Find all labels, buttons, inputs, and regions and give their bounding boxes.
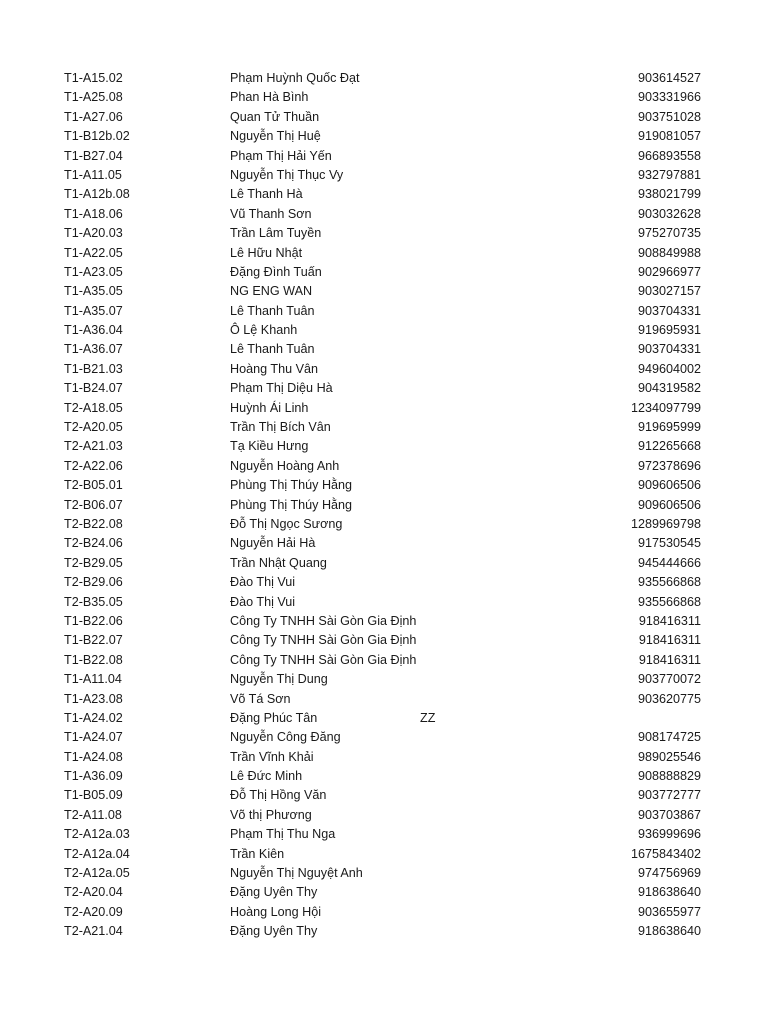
phone-number: 903032628: [637, 206, 701, 221]
resident-name: Phạm Thị Thu Nga: [230, 827, 336, 842]
list-row: [0, 593, 768, 612]
unit-code: T2-B06.07: [64, 497, 123, 512]
unit-code: T1-B22.06: [64, 613, 123, 628]
resident-name: Nguyễn Hoàng Anh: [230, 458, 340, 473]
phone-number: 918416311: [638, 613, 701, 628]
list-row: [0, 651, 768, 670]
unit-code: T2-A12a.04: [64, 846, 130, 861]
unit-code: T1-B12b.02: [64, 129, 130, 144]
resident-name: Nguyễn Thị Thục Vy: [230, 167, 344, 182]
list-row: [0, 185, 768, 204]
list-row: [0, 845, 768, 864]
resident-name: Đào Thị Vui: [230, 594, 296, 609]
unit-code: T1-B27.04: [64, 148, 123, 163]
resident-name: Huỳnh Ái Linh: [230, 400, 309, 415]
phone-number: 918416311: [638, 633, 701, 648]
unit-code: T2-B29.06: [64, 575, 123, 590]
phone-number: 975270735: [637, 226, 701, 241]
phone-number: 903703867: [637, 807, 701, 822]
phone-number: 945444666: [637, 555, 701, 570]
phone-number: 1675843402: [630, 846, 701, 861]
phone-number: 909606506: [637, 478, 701, 493]
phone-number: 903770072: [637, 672, 701, 687]
unit-code: T2-B35.05: [64, 594, 123, 609]
unit-code: T2-A20.04: [64, 885, 123, 900]
residents-list: [0, 69, 768, 942]
list-row: [0, 69, 768, 88]
resident-name: NG ENG WAN: [230, 284, 313, 299]
phone-number: 974756969: [637, 866, 701, 881]
list-row: [0, 166, 768, 185]
resident-name: Trần Lâm Tuyền: [230, 226, 322, 241]
resident-name: Đặng Đình Tuấn: [230, 264, 322, 279]
unit-code: T2-A22.06: [64, 458, 123, 473]
list-row: [0, 379, 768, 398]
list-row: [0, 205, 768, 224]
resident-name: Lê Thanh Hà: [230, 187, 303, 202]
phone-number: 936999696: [637, 827, 701, 842]
phone-number: 909606506: [637, 497, 701, 512]
resident-name: Đặng Uyên Thy: [230, 885, 318, 900]
unit-code: T1-B24.07: [64, 381, 123, 396]
resident-name: Nguyễn Thị Nguyệt Anh: [230, 866, 363, 881]
list-row: [0, 573, 768, 592]
phone-number: 1289969798: [630, 516, 701, 531]
phone-number: 938021799: [637, 187, 701, 202]
list-row: [0, 127, 768, 146]
unit-code: T1-B22.08: [64, 652, 123, 667]
resident-name: Tạ Kiều Hưng: [230, 439, 309, 454]
unit-code: T1-A23.08: [64, 691, 123, 706]
phone-number: 908174725: [637, 730, 701, 745]
phone-number: 918638640: [637, 885, 701, 900]
phone-number: 932797881: [637, 167, 701, 182]
phone-number: 919695999: [637, 420, 701, 435]
list-row: [0, 282, 768, 301]
phone-number: 903704331: [637, 342, 701, 357]
list-row: [0, 631, 768, 650]
list-row: [0, 244, 768, 263]
unit-code: T2-A18.05: [64, 400, 123, 415]
resident-name: Phùng Thị Thúy Hằng: [230, 478, 353, 493]
unit-code: T1-B22.07: [64, 633, 123, 648]
resident-name: Võ thị Phương: [230, 807, 312, 822]
unit-code: T1-A24.02: [64, 710, 123, 725]
unit-code: T1-A24.07: [64, 730, 123, 745]
phone-number: 903620775: [637, 691, 701, 706]
resident-name: Trần Kiên: [230, 846, 285, 861]
resident-name: Võ Tá Sơn: [230, 691, 291, 706]
unit-code: T1-B05.09: [64, 788, 123, 803]
resident-name: Nguyễn Thị Huệ: [230, 129, 321, 144]
phone-number: 1234097799: [630, 400, 701, 415]
phone-number: 903655977: [637, 904, 701, 919]
resident-name: Lê Thanh Tuân: [230, 342, 315, 357]
resident-name: Ô Lệ Khanh: [230, 323, 298, 338]
resident-name: Hoàng Thu Vân: [230, 361, 318, 376]
phone-number: 903027157: [637, 284, 701, 299]
unit-code: T1-A36.04: [64, 323, 123, 338]
unit-code: T1-A35.07: [64, 303, 123, 318]
unit-code: T2-A12a.03: [64, 827, 130, 842]
list-row: [0, 263, 768, 282]
resident-name: Phan Hà Bình: [230, 90, 309, 105]
phone-number: 989025546: [637, 749, 701, 764]
phone-number: 918416311: [638, 652, 701, 667]
list-row: [0, 321, 768, 340]
unit-code: T2-B22.08: [64, 516, 123, 531]
unit-code: T1-B21.03: [64, 361, 123, 376]
phone-number: 904319582: [637, 381, 701, 396]
list-row: [0, 496, 768, 515]
phone-number: 949604002: [637, 361, 701, 376]
resident-name: Đỗ Thị Ngọc Sương: [230, 516, 343, 531]
unit-code: T1-A24.08: [64, 749, 123, 764]
unit-code: T2-B05.01: [64, 478, 123, 493]
list-row: [0, 786, 768, 805]
phone-number: 902966977: [637, 264, 701, 279]
unit-code: T1-A11.04: [64, 672, 122, 687]
unit-code: T1-A20.03: [64, 226, 123, 241]
unit-code: T1-A35.05: [64, 284, 123, 299]
list-row: [0, 825, 768, 844]
unit-code: T2-B29.05: [64, 555, 123, 570]
resident-name: Đặng Phúc Tân: [230, 710, 318, 725]
list-row: [0, 806, 768, 825]
list-row: [0, 88, 768, 107]
resident-name: Phùng Thị Thúy Hằng: [230, 497, 353, 512]
resident-name: Công Ty TNHH Sài Gòn Gia Định: [230, 633, 417, 648]
resident-name: Vũ Thanh Sơn: [230, 206, 312, 221]
unit-code: T2-A12a.05: [64, 866, 130, 881]
resident-name: Phạm Thị Diệu Hà: [230, 381, 333, 396]
unit-code: T1-A36.09: [64, 769, 123, 784]
phone-number: 919081057: [637, 129, 701, 144]
list-row: [0, 437, 768, 456]
phone-number: 908849988: [637, 245, 701, 260]
unit-code: T1-A11.05: [64, 167, 122, 182]
unit-code: T1-A18.06: [64, 206, 123, 221]
phone-number: 935566868: [637, 575, 701, 590]
phone-number: 903751028: [637, 109, 701, 124]
phone-number: 912265668: [637, 439, 701, 454]
list-row: [0, 864, 768, 883]
resident-name: Nguyễn Hải Hà: [230, 536, 316, 551]
resident-name: Công Ty TNHH Sài Gòn Gia Định: [230, 652, 417, 667]
resident-name: Trần Thị Bích Vân: [230, 420, 331, 435]
unit-code: T2-A21.04: [64, 924, 123, 939]
phone-number: 908888829: [637, 769, 701, 784]
list-row: [0, 224, 768, 243]
resident-name: Lê Đức Minh: [230, 769, 303, 784]
list-row: [0, 554, 768, 573]
unit-code: T2-A11.08: [64, 807, 122, 822]
list-row: [0, 690, 768, 709]
list-row: [0, 748, 768, 767]
unit-code: T1-A25.08: [64, 90, 123, 105]
phone-number: 917530545: [637, 536, 701, 551]
resident-name: Đỗ Thị Hồng Văn: [230, 788, 327, 803]
unit-code: T1-A36.07: [64, 342, 123, 357]
phone-number: 972378696: [637, 458, 701, 473]
list-row: [0, 515, 768, 534]
list-row: [0, 612, 768, 631]
list-row: [0, 709, 768, 728]
phone-number: 903772777: [637, 788, 701, 803]
list-row: [0, 302, 768, 321]
phone-number: 903614527: [637, 71, 701, 85]
list-row: [0, 534, 768, 553]
resident-name: Quan Tử Thuần: [230, 109, 320, 124]
list-row: [0, 108, 768, 127]
phone-number: 903704331: [637, 303, 701, 318]
unit-code: T1-A15.02: [64, 71, 123, 85]
resident-name: Trần Nhật Quang: [230, 555, 327, 570]
resident-name: Nguyễn Thị Dung: [230, 672, 328, 687]
resident-name: Lê Hữu Nhật: [230, 245, 303, 260]
resident-name: Phạm Huỳnh Quốc Đạt: [230, 71, 360, 85]
list-row: [0, 903, 768, 922]
resident-name: Hoàng Long Hội: [230, 904, 322, 919]
resident-name: Đặng Uyên Thy: [230, 924, 318, 939]
list-row: [0, 360, 768, 379]
list-row: [0, 922, 768, 941]
phone-number: 919695931: [637, 323, 701, 338]
list-row: [0, 476, 768, 495]
row-note: ZZ: [420, 710, 436, 725]
unit-code: T2-A20.05: [64, 420, 123, 435]
unit-code: T2-B24.06: [64, 536, 123, 551]
resident-name: Công Ty TNHH Sài Gòn Gia Định: [230, 613, 417, 628]
resident-name: Nguyễn Công Đăng: [230, 730, 341, 745]
list-row: [0, 728, 768, 747]
unit-code: T2-A20.09: [64, 904, 123, 919]
resident-name: Lê Thanh Tuân: [230, 303, 315, 318]
unit-code: T1-A27.06: [64, 109, 123, 124]
resident-name: Phạm Thị Hải Yến: [230, 148, 332, 163]
resident-name: Đào Thị Vui: [230, 575, 296, 590]
unit-code: T1-A12b.08: [64, 187, 130, 202]
unit-code: T1-A22.05: [64, 245, 123, 260]
list-row: [0, 883, 768, 902]
phone-number: 918638640: [637, 924, 701, 939]
list-row: [0, 340, 768, 359]
unit-code: T2-A21.03: [64, 439, 123, 454]
list-row: [0, 457, 768, 476]
list-row: [0, 670, 768, 689]
unit-code: T1-A23.05: [64, 264, 123, 279]
list-row: [0, 418, 768, 437]
resident-name: Trần Vĩnh Khải: [230, 749, 314, 764]
list-row: [0, 147, 768, 166]
phone-number: 935566868: [637, 594, 701, 609]
list-row: [0, 399, 768, 418]
list-row: [0, 767, 768, 786]
phone-number: 903331966: [637, 90, 701, 105]
phone-number: 966893558: [637, 148, 701, 163]
